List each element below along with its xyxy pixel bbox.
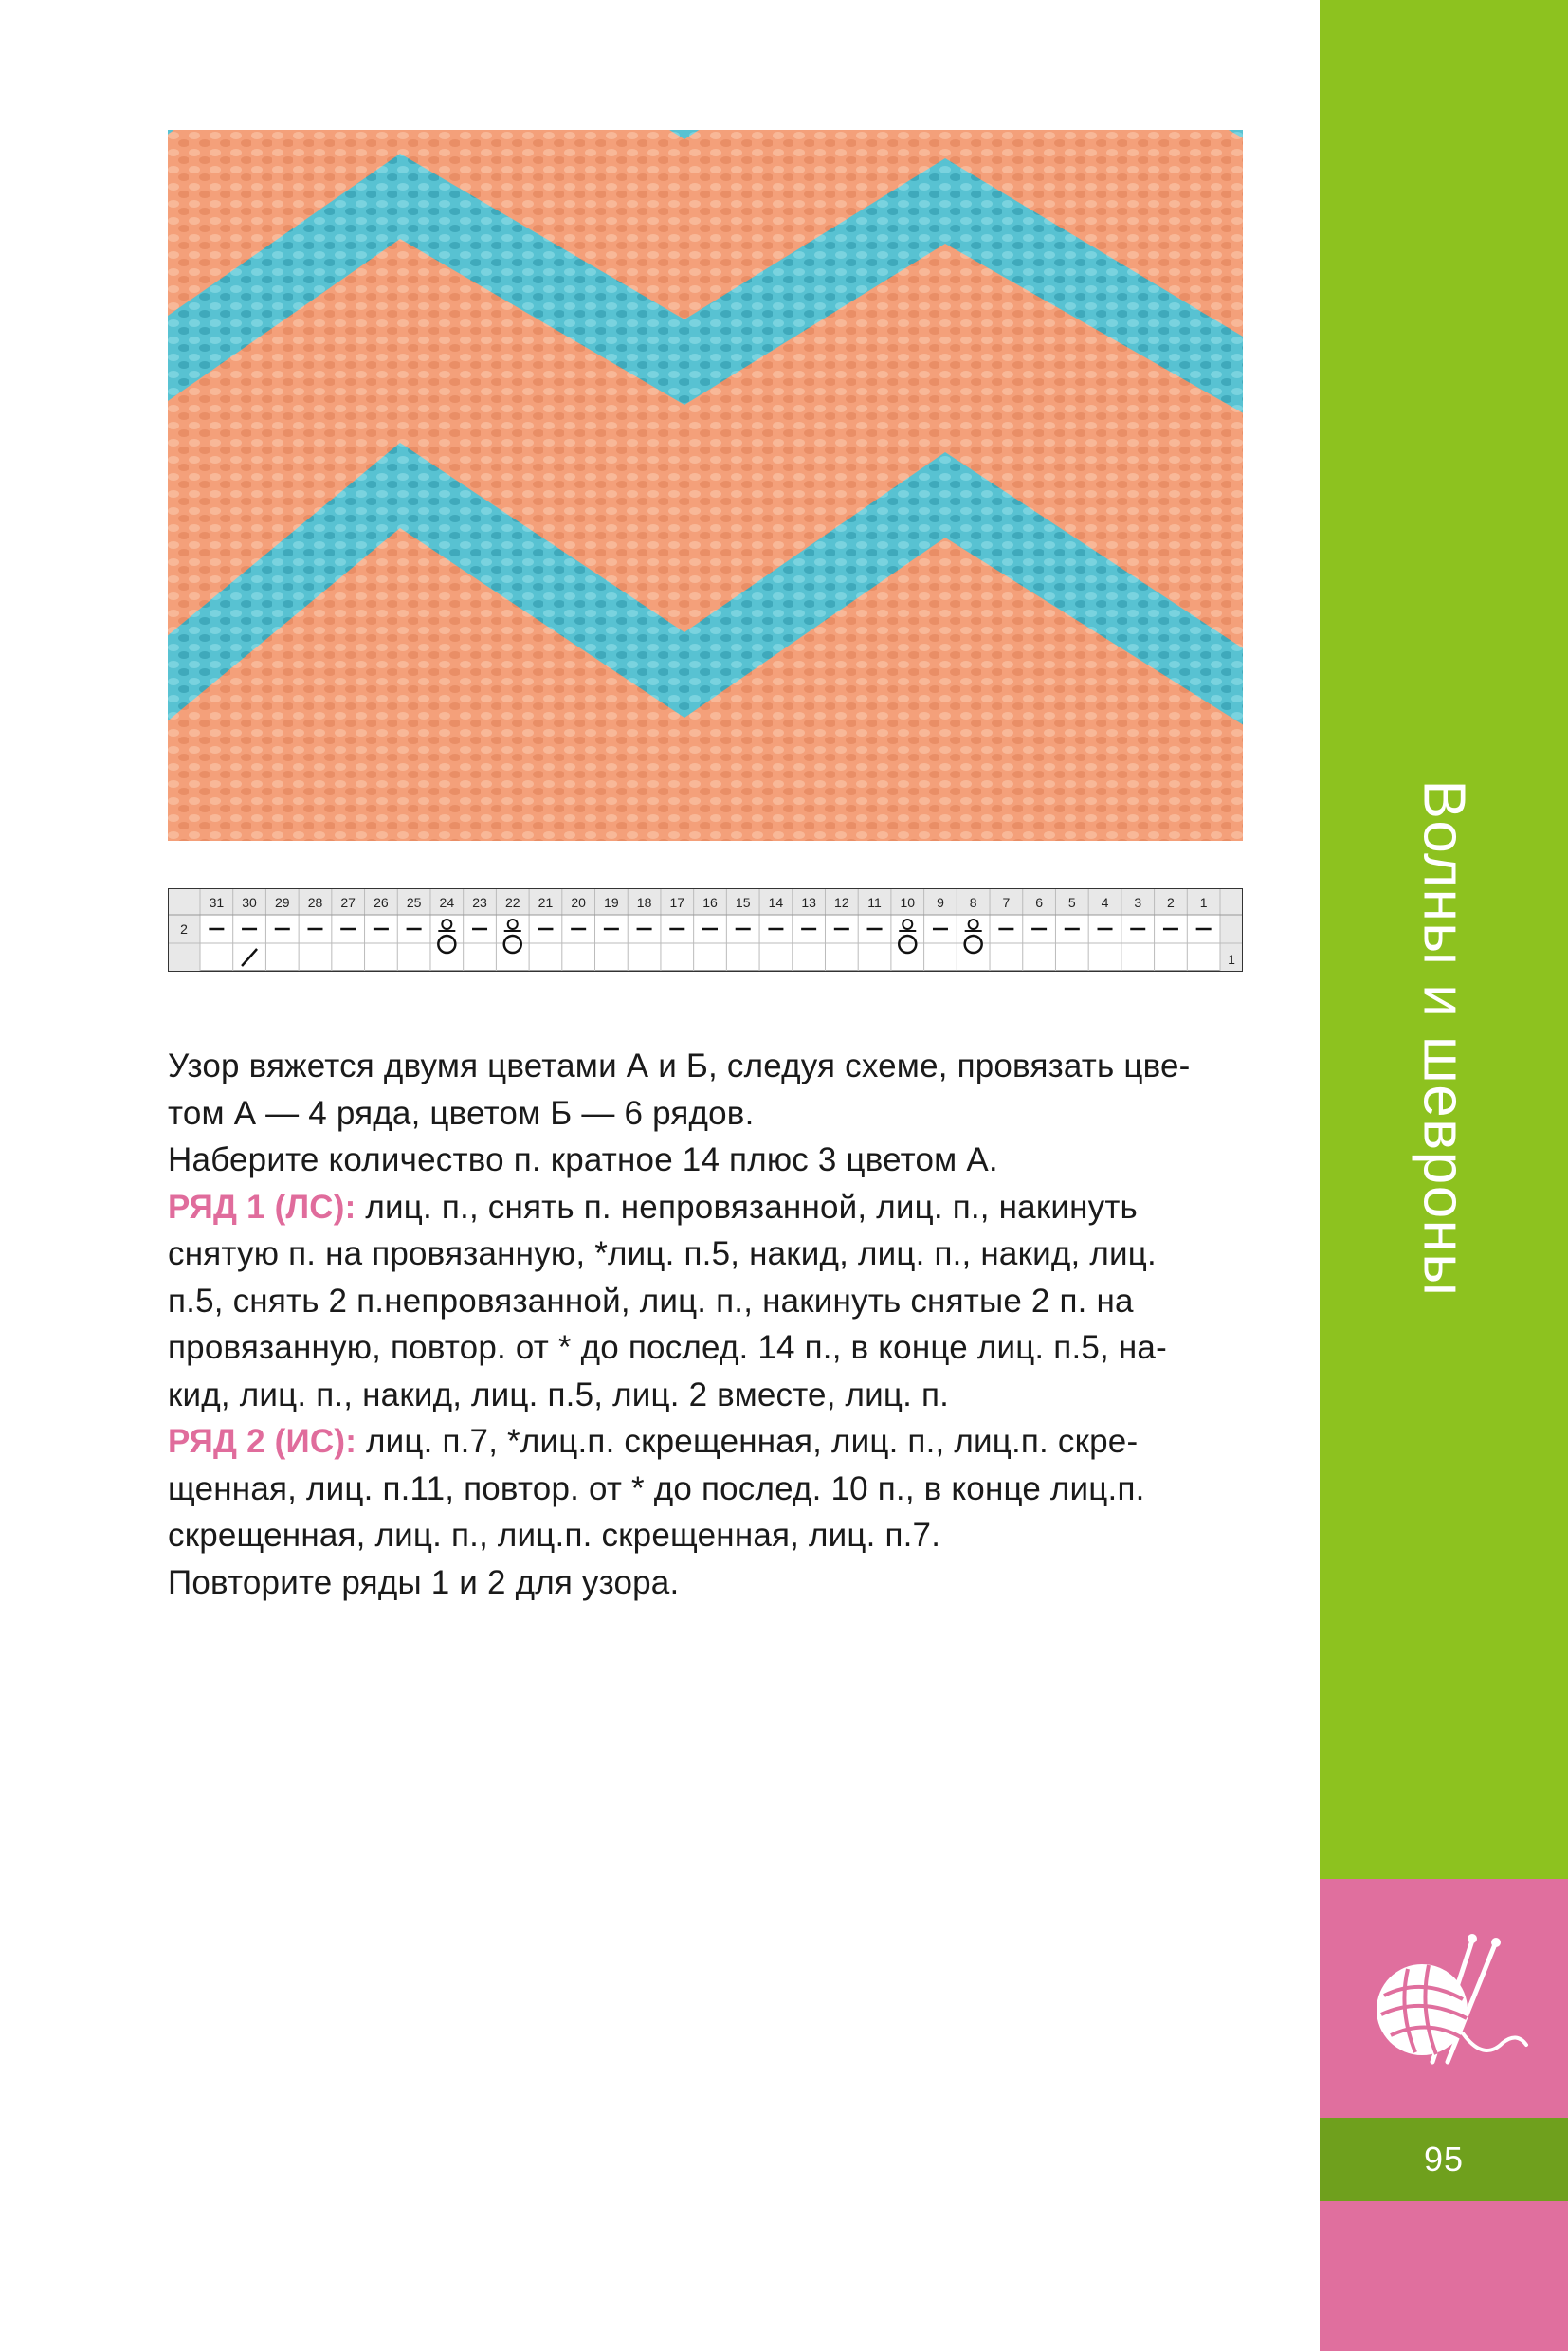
chart-column-number: 13 bbox=[801, 895, 816, 910]
chapter-title bbox=[1320, 779, 1568, 1297]
page-number: 95 bbox=[1423, 2140, 1465, 2178]
chart-column-number: 31 bbox=[209, 895, 225, 910]
intro-line: Наберите количество п. кратное 14 плюс 3 цветом А. bbox=[168, 1141, 998, 1178]
knitting-photo bbox=[168, 130, 1243, 841]
chart-column-number: 27 bbox=[340, 895, 356, 910]
chart-column-number: 30 bbox=[242, 895, 257, 910]
chart-column-number: 24 bbox=[439, 895, 455, 910]
page-number-bar bbox=[1320, 2118, 1568, 2201]
chart-column-number: 10 bbox=[900, 895, 916, 910]
stitch-chart bbox=[168, 888, 1243, 972]
chart-column-number: 4 bbox=[1101, 895, 1109, 910]
chart-row-number: 2 bbox=[180, 921, 188, 937]
chart-column-number: 23 bbox=[472, 895, 487, 910]
chart-column-number: 7 bbox=[1002, 895, 1011, 910]
row-2-text: лиц. п.7, *лиц.п. скрещенная, лиц. п., лиц.п. скре- bbox=[356, 1423, 1139, 1460]
chart-column-number: 20 bbox=[571, 895, 586, 910]
yarn-ball-icon bbox=[1370, 1920, 1531, 2081]
row-1-text: лиц. п., снять п. непровязанной, лиц. п., накинуть bbox=[356, 1188, 1138, 1226]
chart-column-number: 9 bbox=[937, 895, 944, 910]
chapter-title-text: Волны и шевроны bbox=[1411, 779, 1477, 1297]
sidebar-pink-bottom bbox=[1320, 2201, 1568, 2351]
chart-column-number: 6 bbox=[1035, 895, 1043, 910]
chart-column-number: 29 bbox=[274, 895, 290, 910]
repeat-line: Повторите ряды 1 и 2 для узора. bbox=[168, 1563, 680, 1601]
chart-column-number: 8 bbox=[969, 895, 977, 910]
chart-column-number: 18 bbox=[636, 895, 652, 910]
chart-column-number: 15 bbox=[735, 895, 751, 910]
intro-line: том А — 4 ряда, цветом Б — 6 рядов. bbox=[168, 1094, 755, 1132]
row-1-line: п.5, снять 2 п.непровязанной, лиц. п., накинуть снятые 2 п. на bbox=[168, 1282, 1134, 1320]
instructions bbox=[168, 1043, 1230, 1606]
row-2-label: РЯД 2 (ИС): bbox=[168, 1423, 357, 1460]
chart-column-number: 14 bbox=[768, 895, 784, 910]
row-2-line bbox=[168, 1418, 1230, 1466]
chart-column-number: 19 bbox=[604, 895, 619, 910]
chart-column-number: 22 bbox=[504, 895, 520, 910]
chart-column-number: 12 bbox=[834, 895, 849, 910]
row-1-line bbox=[168, 1184, 1230, 1231]
row-2-line: щенная, лиц. п.11, повтор. от * до послед. 10 п., в конце лиц.п. bbox=[168, 1469, 1145, 1507]
chart-column-number: 11 bbox=[867, 895, 882, 910]
intro-line: Узор вяжется двумя цветами А и Б, следуя схеме, провязать цве- bbox=[168, 1048, 1191, 1084]
chart-column-number: 21 bbox=[538, 895, 554, 910]
chart-column-number: 28 bbox=[307, 895, 323, 910]
chart-column-number: 26 bbox=[374, 895, 389, 910]
row-1-label: РЯД 1 (ЛС): bbox=[168, 1188, 356, 1226]
row-1-line: кид, лиц. п., накид, лиц. п.5, лиц. 2 вместе, лиц. п. bbox=[168, 1376, 950, 1413]
row-1-line: снятую п. на провязанную, *лиц. п.5, накид, лиц. п., накид, лиц. bbox=[168, 1235, 1157, 1272]
chart-column-number: 17 bbox=[669, 895, 685, 910]
chart-row-number: 1 bbox=[1228, 952, 1235, 967]
chart-column-number: 5 bbox=[1067, 895, 1076, 910]
chart-column-number: 16 bbox=[702, 895, 718, 910]
chart-column-number: 2 bbox=[1167, 895, 1175, 910]
chart-column-number: 3 bbox=[1134, 895, 1142, 910]
row-1-line: провязанную, повтор. от * до послед. 14 п., в конце лиц. п.5, на- bbox=[168, 1329, 1167, 1366]
chart-column-number: 25 bbox=[406, 895, 422, 910]
chart-column-number: 1 bbox=[1199, 895, 1208, 910]
row-2-line: скрещенная, лиц. п., лиц.п. скрещенная, лиц. п.7. bbox=[168, 1517, 941, 1554]
